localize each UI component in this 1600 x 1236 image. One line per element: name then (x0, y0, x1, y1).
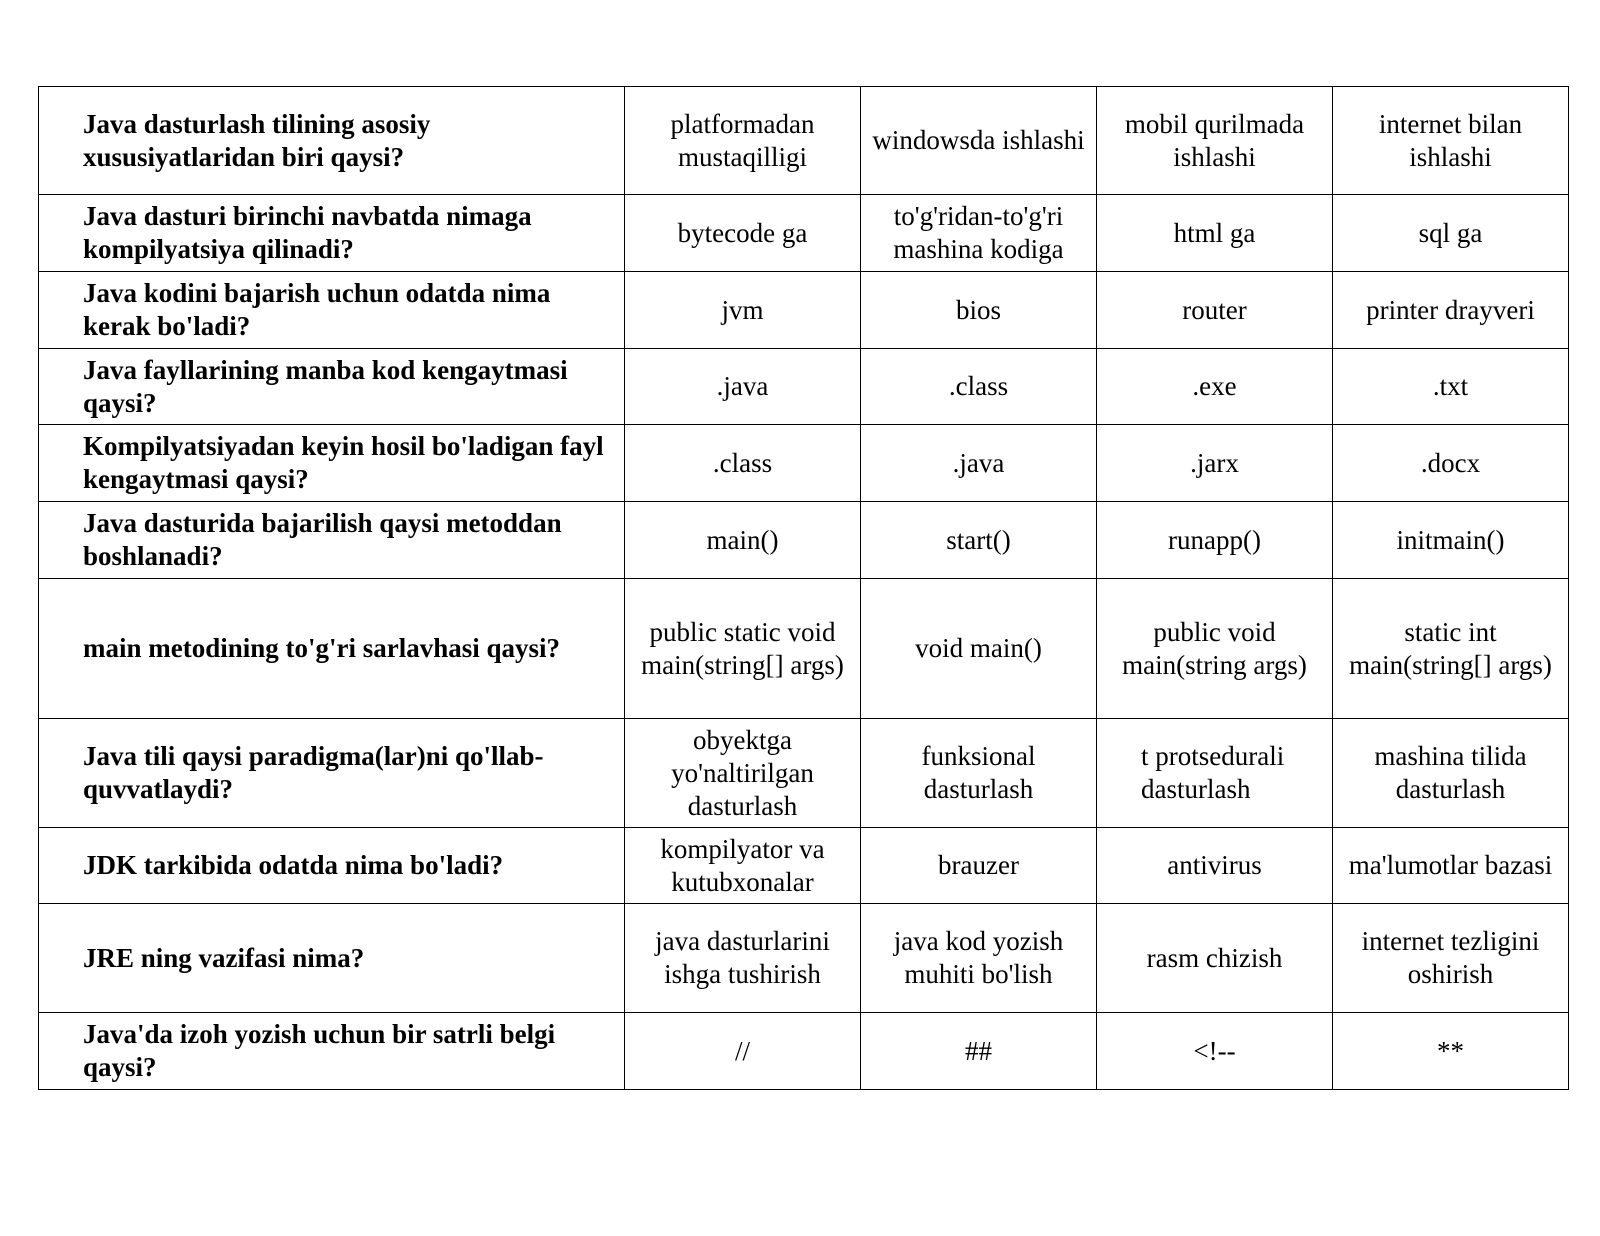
table-row (39, 195, 1569, 272)
option-cell: rasm chizish (1097, 904, 1333, 1013)
option-cell: start() (861, 502, 1097, 579)
option-cell: printer drayveri (1333, 272, 1569, 349)
option-cell: public void main(string args) (1097, 579, 1333, 719)
question-cell: Kompilyatsiyadan keyin hosil bo'ladigan fayl kengaytmasi qaysi? (39, 425, 625, 502)
table-row (39, 272, 1569, 349)
table-row (39, 904, 1569, 1013)
question-cell: Java dasturlash tilining asosiy xususiyatlaridan biri qaysi? (39, 87, 625, 195)
question-cell: JRE ning vazifasi nima? (39, 904, 625, 1013)
option-cell: .txt (1333, 349, 1569, 425)
option-cell: ## (861, 1013, 1097, 1090)
option-cell: static int main(string[] args) (1333, 579, 1569, 719)
option-cell: sql ga (1333, 195, 1569, 272)
option-cell: <!-- (1097, 1013, 1333, 1090)
question-cell: Java kodini bajarish uchun odatda nima kerak bo'ladi? (39, 272, 625, 349)
option-cell: funksional dasturlash (861, 719, 1097, 828)
table-row (39, 87, 1569, 195)
option-cell: .java (625, 349, 861, 425)
quiz-table (38, 86, 1569, 1090)
question-cell: Java'da izoh yozish uchun bir satrli belgi qaysi? (39, 1013, 625, 1090)
question-cell: Java dasturida bajarilish qaysi metoddan boshlanadi? (39, 502, 625, 579)
option-cell: internet tezligini oshirish (1333, 904, 1569, 1013)
question-cell: Java dasturi birinchi navbatda nimaga kompilyatsiya qilinadi? (39, 195, 625, 272)
option-cell: brauzer (861, 828, 1097, 904)
option-cell: mobil qurilmada ishlashi (1097, 87, 1333, 195)
table-row (39, 579, 1569, 719)
question-cell: main metodining to'g'ri sarlavhasi qaysi? (39, 579, 625, 719)
option-cell: windowsda ishlashi (861, 87, 1097, 195)
option-cell: public static void main(string[] args) (625, 579, 861, 719)
option-cell: java kod yozish muhiti bo'lish (861, 904, 1097, 1013)
option-cell: .exe (1097, 349, 1333, 425)
question-cell: JDK tarkibida odatda nima bo'ladi? (39, 828, 625, 904)
table-row (39, 719, 1569, 828)
option-cell: .jarx (1097, 425, 1333, 502)
option-cell: void main() (861, 579, 1097, 719)
option-cell: to'g'ridan-to'g'ri mashina kodiga (861, 195, 1097, 272)
option-cell: router (1097, 272, 1333, 349)
table-row (39, 425, 1569, 502)
option-cell: platformadan mustaqilligi (625, 87, 861, 195)
table-row (39, 502, 1569, 579)
option-cell: runapp() (1097, 502, 1333, 579)
option-cell: .class (861, 349, 1097, 425)
option-cell: bytecode ga (625, 195, 861, 272)
option-cell: bios (861, 272, 1097, 349)
option-cell: java dasturlarini ishga tushirish (625, 904, 861, 1013)
option-cell: jvm (625, 272, 861, 349)
question-cell: Java fayllarining manba kod kengaytmasi qaysi? (39, 349, 625, 425)
option-cell: kompilyator va kutubxonalar (625, 828, 861, 904)
option-cell: .java (861, 425, 1097, 502)
option-cell: antivirus (1097, 828, 1333, 904)
table-row (39, 349, 1569, 425)
option-cell: main() (625, 502, 861, 579)
option-cell: ** (1333, 1013, 1569, 1090)
table-row (39, 1013, 1569, 1090)
option-cell: html ga (1097, 195, 1333, 272)
option-cell: t protsedurali dasturlash (1097, 719, 1333, 828)
option-cell: obyektga yo'naltirilgan dasturlash (625, 719, 861, 828)
question-cell: Java tili qaysi paradigma(lar)ni qo'llab-quvvatlaydi? (39, 719, 625, 828)
option-cell: mashina tilida dasturlash (1333, 719, 1569, 828)
option-cell: initmain() (1333, 502, 1569, 579)
option-cell: .docx (1333, 425, 1569, 502)
option-cell: // (625, 1013, 861, 1090)
option-cell: .class (625, 425, 861, 502)
table-row (39, 828, 1569, 904)
option-cell: ma'lumotlar bazasi (1333, 828, 1569, 904)
option-cell: internet bilan ishlashi (1333, 87, 1569, 195)
